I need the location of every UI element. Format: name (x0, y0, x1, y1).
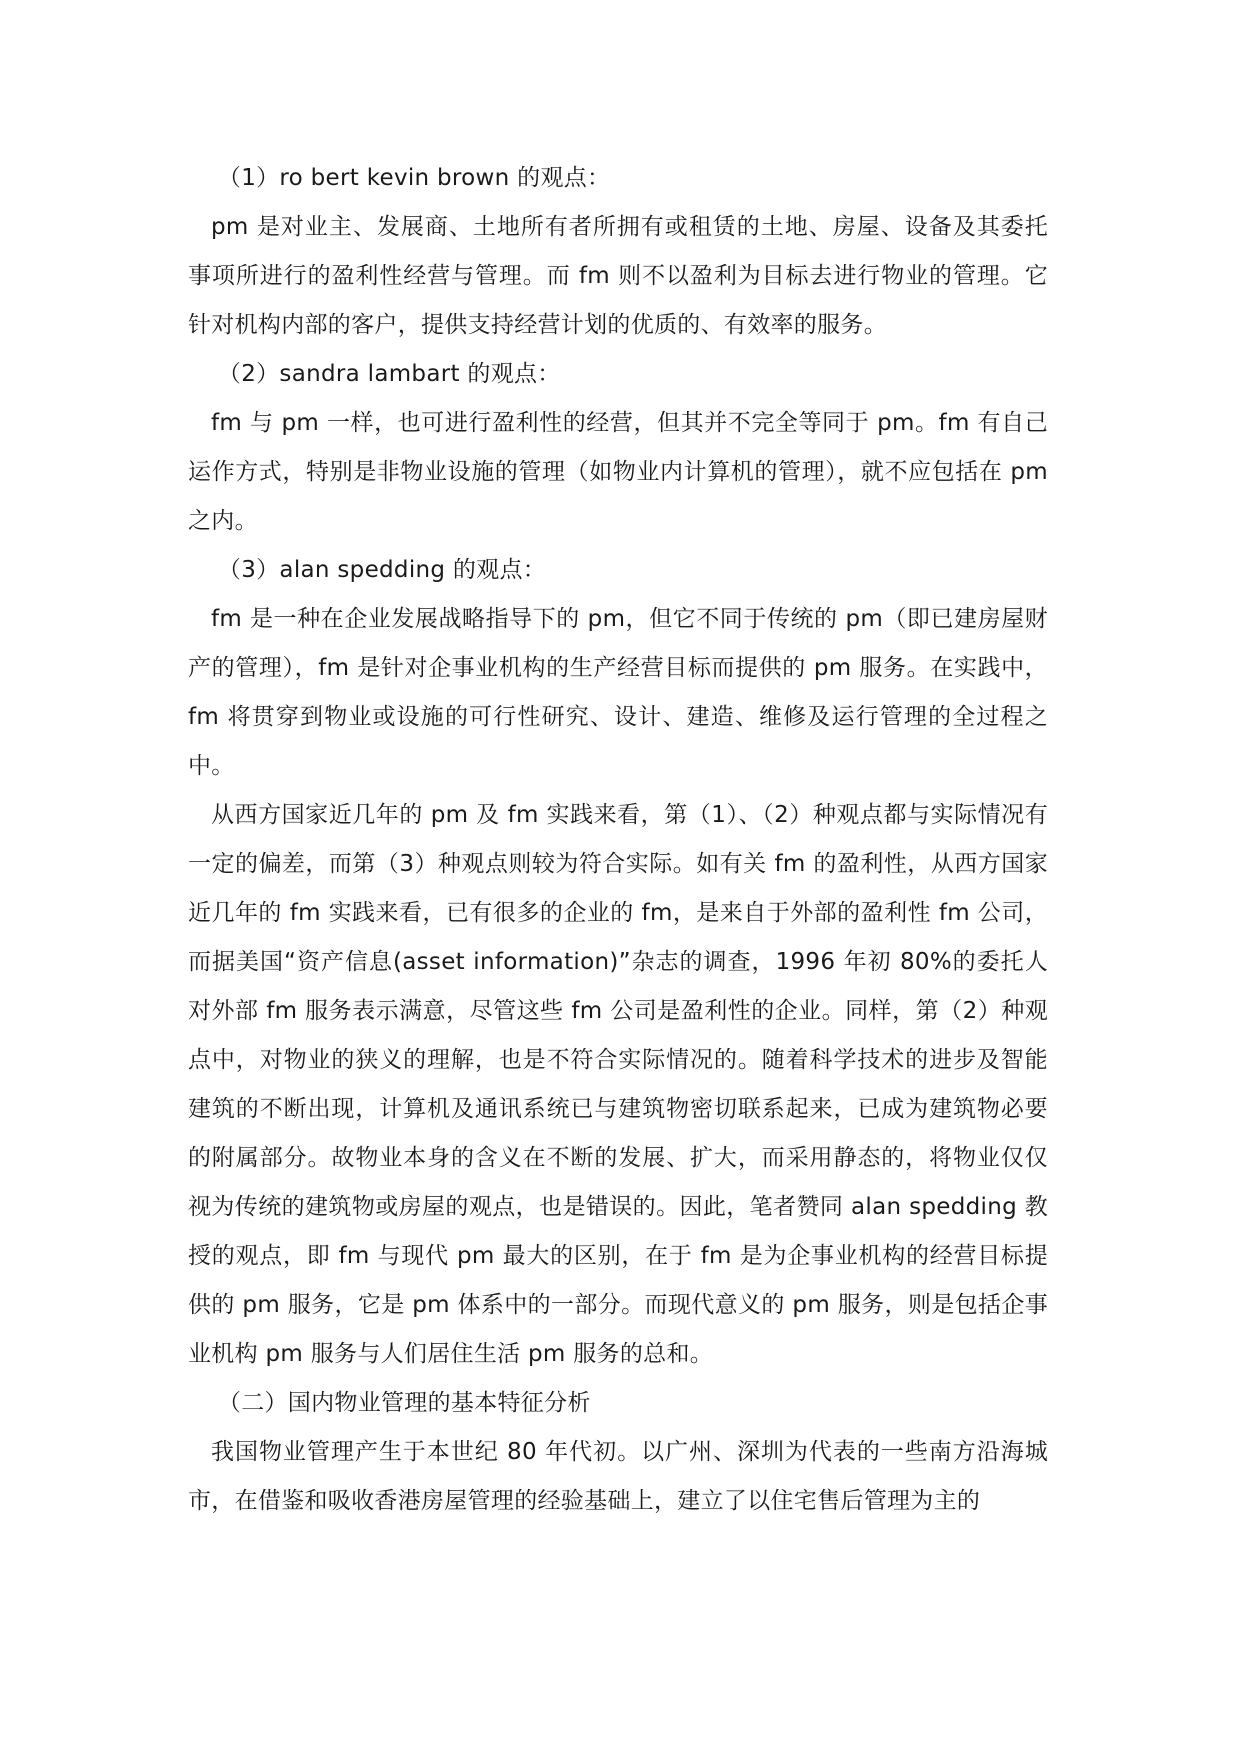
paragraph-heading-1: （1）ro bert kevin brown 的观点： (217, 165, 611, 191)
paragraph-body-2: fm 与 pm 一样，也可进行盈利性的经营，但其并不完全等同于 pm。fm 有自己运作方式，特别是非物业设施的管理（如物业内计算机的管理），就不应包括在 pm 之内。 (188, 410, 1048, 534)
paragraph-body-3: fm 是一种在企业发展战略指导下的 pm，但它不同于传统的 pm（即已建房屋财产的管理），fm 是针对企事业机构的生产经营目标而提供的 pm 服务。在实践中，fm 将贯穿到物业或设施的可行性研究、设计、建造、维修及运行管理的全过程之中。 (188, 606, 1048, 779)
paragraph-body-4: 从西方国家近几年的 pm 及 fm 实践来看，第（1）、（2）种观点都与实际情况有一定的偏差，而第（3）种观点则较为符合实际。如有关 fm 的盈利性，从西方国家近几年的 fm 实践来看，已有很多的企业的 fm，是来自于外部的盈利性 fm 公司，而据美国“资产信息(asset information)”杂志的调查，1996 年初 80%的委托人对外部 fm 服务表示满意，尽管这些 fm 公司是盈利性的企业。同样，第（2）种观点中，对物业的狭义的理解，也是不符合实际情况的。随着科学技术的进步及智能建筑的不断出现，计算机及通讯系统已与建筑物密切联系起来，已成为建筑物必要的附属部分。故物业本身的含义在不断的发展、扩大，而采用静态的，将物业仅仅视为传统的建筑物或房屋的观点，也是错误的。因此，笔者赞同 alan spedding 教授的观点，即 fm 与现代 pm 最大的区别，在于 fm 是为企事业机构的经营目标提供的 pm 服务，它是 pm 体系中的一部分。而现代意义的 pm 服务，则是包括企事业机构 pm 服务与人们居住生活 pm 服务的总和。 (188, 802, 1048, 1367)
paragraph-body-5: 我国物业管理产生于本世纪 80 年代初。以广州、深圳为代表的一些南方沿海城市，在借鉴和吸收香港房屋管理的经验基础上，建立了以住宅售后管理为主的 (188, 1439, 1048, 1514)
section-heading-domestic: （二）国内物业管理的基本特征分析 (217, 1390, 591, 1416)
paragraph-body-1: pm 是对业主、发展商、土地所有者所拥有或租赁的土地、房屋、设备及其委托事项所进行的盈利性经营与管理。而 fm 则不以盈利为目标去进行物业的管理。它针对机构内部的客户，提供支持经营计划的优质的、有效率的服务。 (188, 214, 1048, 338)
paragraph-heading-3: （3）alan spedding 的观点： (217, 557, 547, 583)
document-page (188, 154, 1048, 1526)
paragraph-heading-2: （2）sandra lambart 的观点： (217, 361, 561, 387)
